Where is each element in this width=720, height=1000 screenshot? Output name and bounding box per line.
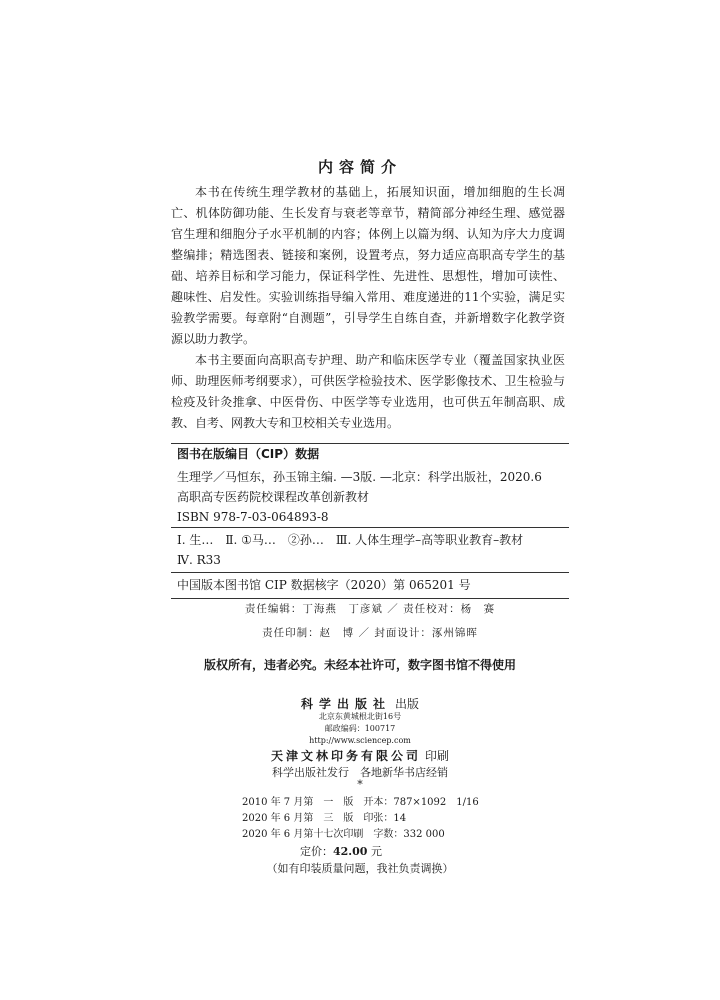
cip-series: 高职高专医药院校课程改革创新教材 (177, 490, 370, 504)
divider (171, 572, 569, 573)
summary-body (171, 182, 565, 434)
cip-record: 中国版本图书馆 CIP 数据核字（2020）第 065201 号 (177, 578, 471, 592)
spec-row: 2010 年 7 月第 一 版 开本：787×1092 1/16 (242, 797, 479, 808)
cip-class-line: Ⅰ. 生… Ⅱ. ①马… ②孙… Ⅲ. 人体生理学–高等职业教育–教材 (177, 533, 524, 547)
cip-class-line: Ⅳ. R33 (177, 553, 221, 567)
publisher-postcode: 邮政编码：100717 (324, 724, 396, 733)
price (300, 843, 382, 859)
printer-line (0, 745, 720, 764)
price-value: 42.00 (333, 845, 368, 858)
divider (171, 527, 569, 528)
publisher-website: http://www.sciencep.com (309, 736, 411, 745)
cip-block (177, 444, 569, 527)
summary-title: 内容简介 (317, 158, 402, 176)
spec-row: 2020 年 6 月第十七次印刷 字数：332 000 (242, 829, 445, 840)
cip-heading: 图书在版编目（CIP）数据 (177, 447, 320, 461)
cip-isbn: ISBN 978-7-03-064893-8 (177, 510, 329, 524)
distribution-line: 科学出版社发行 各地新华书店经销 (272, 766, 448, 779)
editor-credits: 责任编辑：丁海燕 丁彦斌 ／ 责任校对：杨 赛 (244, 603, 496, 615)
publisher-address: 北京东黄城根北街16号 (318, 712, 402, 721)
printer-name: 天津文林印务有限公司 (270, 749, 421, 763)
printer-suffix: 印刷 (425, 749, 450, 763)
summary-paragraph: 本书主要面向高职高专护理、助产和临床医学专业（覆盖国家执业医师、助理医师考纲要求），可供医学检验技术、医学影像技术、卫生检验与检疫及针灸推拿、中医骨伤、中医学等专业选用，也可供五年制高职、成教、自考、网教大专和卫校相关专业选用。 (171, 353, 565, 430)
publisher-line (0, 693, 720, 712)
price-unit: 元 (370, 845, 382, 858)
cip-classification (177, 530, 569, 570)
spec-row: 2020 年 6 月第 三 版 印张：14 (242, 813, 407, 824)
edition-specs (242, 795, 542, 843)
separator-star: * (357, 778, 363, 791)
copyright-notice: 版权所有，违者必究。未经本社许可，数字图书馆不得使用 (203, 658, 516, 672)
quality-notice: （如有印装质量问题，我社负责调换） (266, 862, 454, 875)
production-credits: 责任印制：赵 博 ／ 封面设计：涿州锦晖 (262, 627, 478, 639)
publisher-name: 科学出版社 (300, 697, 391, 711)
summary-paragraph: 本书在传统生理学教材的基础上，拓展知识面，增加细胞的生长凋亡、机体防御功能、生长发育与衰老等章节，精简部分神经生理、感觉器官生理和细胞分子水平机制的内容；体例上以篇为纲、认知为序大力度调整编排；精选图表、链接和案例，设置考点，努力适应高职高专学生的基础、培养目标和学习能力，保证科学性、先进性、思想性，增加可读性、趣味性、启发性。实验训练指导编入常用、难度递进的11个实验，满足实验教学需要。每章附“自测题”，引导学生自练自查，并新增数字化教学资源以助力教学。 (171, 185, 565, 346)
price-label: 定价： (300, 845, 333, 858)
publisher-suffix: 出版 (395, 697, 420, 711)
cip-line: 生理学／马恒东，孙玉锦主编. —3版. —北京：科学出版社，2020.6 (177, 470, 542, 484)
